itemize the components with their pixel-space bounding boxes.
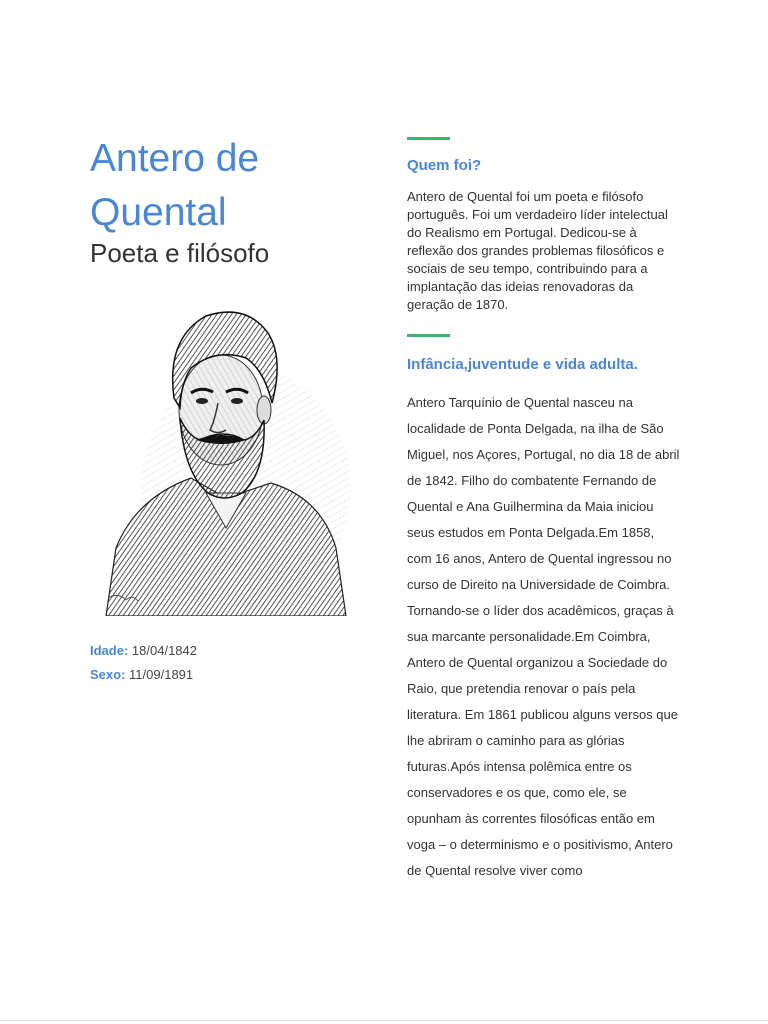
sex-value: 11/09/1891 <box>129 667 194 682</box>
birth-label: Idade: <box>90 643 129 658</box>
section-divider <box>407 137 450 140</box>
birth-row <box>90 643 197 659</box>
section-body: Antero de Quental foi um poeta e filósofo português. Foi um verdadeiro líder intelectual do Realismo em Portugal. Dedicou-se à reflexão dos grandes problemas filosóficos e sociais de seu tempo, contribuindo para a implantação das ideias renovadoras da geração de 1870. <box>407 189 668 312</box>
portrait-engraving-icon <box>96 298 356 616</box>
section-body: Antero Tarquínio de Quental nasceu na localidade de Ponta Delgada, na ilha de São Miguel, nos Açores, Portugal, no dia 18 de abril de 1842. Filho do combatente Fernando de Quental e Ana Guilhermina da Maia iniciou seus estudos em Ponta Delgada.Em 1858, com 16 anos, Antero de Quental ingressou no curso de Direito na Universidade de Coimbra. Tornando-se o líder dos acadêmicos, graças à sua marcante personalidade.Em Coimbra, Antero de Quental organizou a Sociedade do Raio, que pretendia renovar o país pela literatura. Em 1861 publicou alguns versos que lhe abriram o caminho para as glórias futuras.Após intensa polêmica entre os conservadores e os que, como ele, se opunham às correntes filosóficas então em voga – o determinismo e o positivismo, Antero de Quental resolve viver como <box>407 395 680 878</box>
page-bottom-border <box>0 1020 768 1021</box>
page-title: Antero de Quental <box>90 137 260 234</box>
sex-label: Sexo: <box>90 667 126 682</box>
page-subtitle: Poeta e filósofo <box>90 238 270 268</box>
section-divider <box>407 334 450 337</box>
section-heading: Quem foi? <box>407 157 482 174</box>
birth-value: 18/04/1842 <box>131 643 197 658</box>
sex-row <box>90 667 193 683</box>
section-heading: Infância,juventude e vida adulta. <box>407 356 638 373</box>
